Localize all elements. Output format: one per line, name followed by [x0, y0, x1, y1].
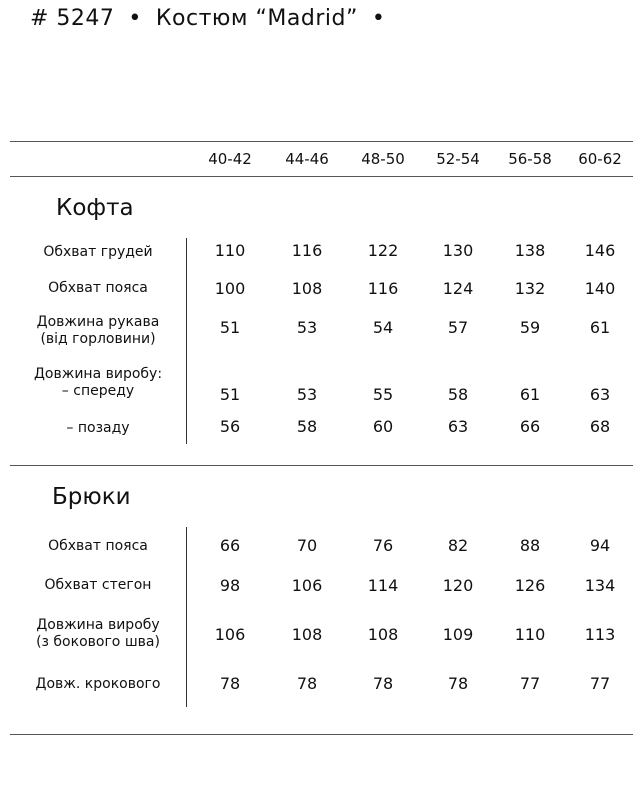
- row-label-line: Обхват пояса: [48, 538, 148, 554]
- table-cell: 109: [442, 625, 474, 644]
- table-cell: 132: [514, 279, 546, 298]
- table-cell: 114: [367, 576, 399, 595]
- table-cell: 138: [514, 241, 546, 260]
- row-label: [0, 420, 196, 437]
- table-cell: 61: [519, 385, 541, 404]
- row-label: [0, 577, 196, 594]
- table-cell: 106: [291, 576, 323, 595]
- table-cell: 110: [214, 241, 246, 260]
- row-label-line: Довж. крокового: [35, 676, 161, 692]
- table-cell: 57: [447, 318, 469, 337]
- table-cell: 122: [367, 241, 399, 260]
- row-label-line: (від горловини): [40, 331, 156, 347]
- table-cell: 68: [589, 417, 611, 436]
- size-header-cell: 40-42: [208, 150, 252, 168]
- table-cell: 76: [372, 536, 394, 555]
- row-label-line: – позаду: [66, 420, 130, 436]
- bottom-divider: [10, 734, 633, 735]
- table-cell: 146: [584, 241, 616, 260]
- product-name: Костюм “Madrid”: [155, 6, 358, 31]
- row-label-line: Довжина рукава: [36, 314, 160, 330]
- row-label-line: – спереду: [61, 383, 135, 399]
- row-label: [0, 314, 196, 348]
- table-cell: 130: [442, 241, 474, 260]
- table-cell: 110: [514, 625, 546, 644]
- row-label-line: Обхват грудей: [43, 244, 153, 260]
- table-cell: 77: [519, 674, 541, 693]
- table-cell: 116: [367, 279, 399, 298]
- table-cell: 58: [296, 417, 318, 436]
- table-cell: 94: [589, 536, 611, 555]
- table-cell: 51: [219, 385, 241, 404]
- size-header-cell: 48-50: [361, 150, 405, 168]
- row-label-line: Довжина виробу:: [33, 366, 163, 382]
- table-cell: 108: [367, 625, 399, 644]
- row-label-line: Довжина виробу: [36, 617, 160, 633]
- table-cell: 113: [584, 625, 616, 644]
- table-cell: 88: [519, 536, 541, 555]
- separator-dot: •: [128, 6, 142, 31]
- table-cell: 70: [296, 536, 318, 555]
- table-cell: 54: [372, 318, 394, 337]
- table-cell: 77: [589, 674, 611, 693]
- size-header-cell: 52-54: [436, 150, 480, 168]
- row-label-line: (з бокового шва): [36, 634, 160, 650]
- table-cell: 58: [447, 385, 469, 404]
- size-header-cell: 56-58: [508, 150, 552, 168]
- row-label-line: Обхват пояса: [48, 280, 148, 296]
- table-cell: 134: [584, 576, 616, 595]
- jacket-section-title: Кофта: [56, 195, 134, 221]
- table-cell: 82: [447, 536, 469, 555]
- table-cell: 53: [296, 318, 318, 337]
- table-cell: 78: [219, 674, 241, 693]
- table-cell: 61: [589, 318, 611, 337]
- trailing-dot: •: [371, 6, 386, 31]
- table-cell: 116: [291, 241, 323, 260]
- pants-section-title: Брюки: [52, 484, 131, 510]
- table-cell: 66: [519, 417, 541, 436]
- table-cell: 63: [589, 385, 611, 404]
- table-cell: 55: [372, 385, 394, 404]
- table-cell: 100: [214, 279, 246, 298]
- table-cell: 63: [447, 417, 469, 436]
- row-label: [0, 676, 196, 693]
- size-header-cell: 60-62: [578, 150, 622, 168]
- size-header-cell: 44-46: [285, 150, 329, 168]
- section-divider: [10, 465, 633, 466]
- header-divider: [10, 176, 633, 177]
- table-cell: 140: [584, 279, 616, 298]
- row-label-line: Обхват стегон: [44, 577, 152, 593]
- table-cell: 51: [219, 318, 241, 337]
- table-cell: 98: [219, 576, 241, 595]
- table-cell: 53: [296, 385, 318, 404]
- table-cell: 120: [442, 576, 474, 595]
- table-cell: 78: [447, 674, 469, 693]
- top-divider: [10, 141, 633, 142]
- table-cell: 59: [519, 318, 541, 337]
- row-label: [0, 617, 196, 651]
- table-cell: 108: [291, 625, 323, 644]
- row-label: [0, 538, 196, 555]
- table-cell: 66: [219, 536, 241, 555]
- table-cell: 78: [296, 674, 318, 693]
- article-number: # 5247: [30, 6, 115, 31]
- table-cell: 56: [219, 417, 241, 436]
- table-cell: 126: [514, 576, 546, 595]
- table-cell: 124: [442, 279, 474, 298]
- table-cell: 108: [291, 279, 323, 298]
- table-cell: 106: [214, 625, 246, 644]
- row-label: [0, 366, 196, 400]
- row-label: [0, 280, 196, 297]
- row-label: [0, 244, 196, 261]
- page-title: [30, 6, 399, 31]
- table-cell: 60: [372, 417, 394, 436]
- table-cell: 78: [372, 674, 394, 693]
